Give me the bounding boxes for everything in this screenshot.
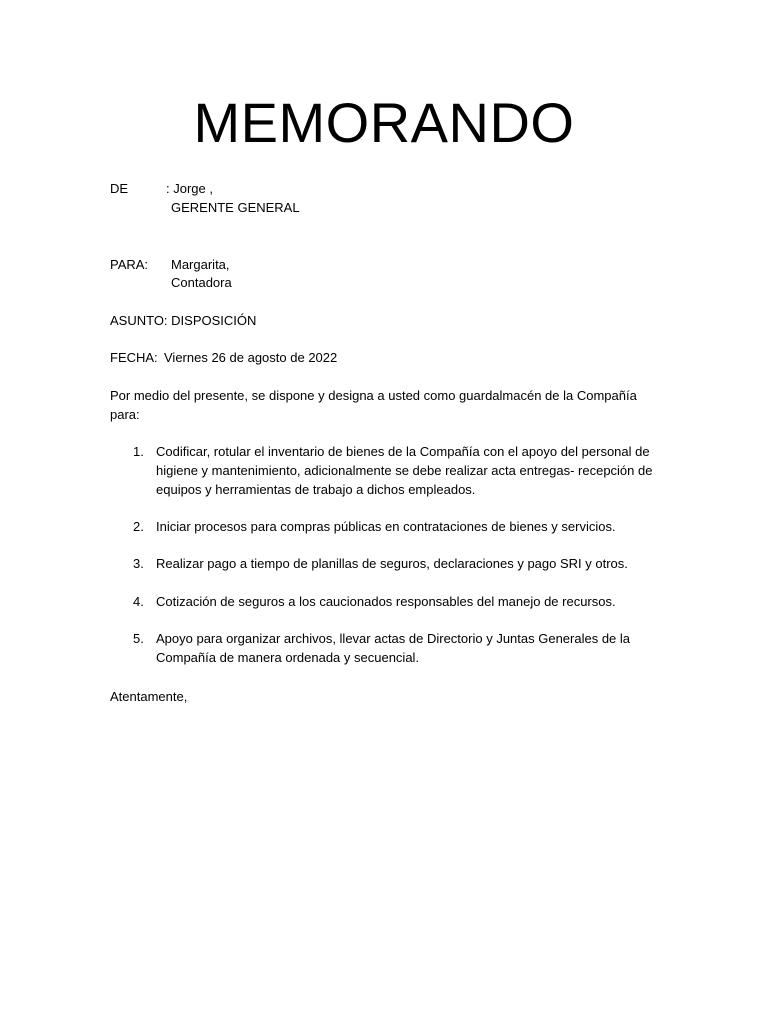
closing: Atentamente, — [110, 689, 188, 704]
intro-paragraph: Por medio del presente, se dispone y designa a usted como guardalmacén de la Compañía para: — [110, 388, 637, 422]
from-role: GERENTE GENERAL — [171, 200, 300, 215]
date-label: FECHA: — [110, 350, 158, 365]
from-name: : Jorge , — [166, 181, 213, 196]
list-item-number: 1. — [133, 444, 144, 459]
to-name: Margarita, — [171, 257, 230, 272]
from-label: DE — [110, 181, 129, 196]
list-item-number: 5. — [133, 631, 144, 646]
list-item: Cotización de seguros a los caucionados responsables del manejo de recursos. — [156, 594, 616, 609]
subject: ASUNTO: DISPOSICIÓN — [110, 313, 257, 328]
list-item-number: 4. — [133, 594, 144, 609]
list-item: Iniciar procesos para compras públicas en contrataciones de bienes y servicios. — [156, 519, 616, 534]
list-item-number: 2. — [133, 519, 144, 534]
date-value: Viernes 26 de agosto de 2022 — [164, 350, 338, 365]
to-role: Contadora — [171, 275, 232, 290]
memo-title: MEMORANDO — [193, 91, 575, 154]
list-item: Codificar, rotular el inventario de bienes de la Compañía con el apoyo del personal de higiene y mantenimiento, adicionalmente se debe realizar acta entregas- recepción de equipos y herramientas de trabajo a dichos empleados. — [156, 444, 653, 497]
list-item: Apoyo para organizar archivos, llevar actas de Directorio y Juntas Generales de la Compañía de manera ordenada y secuencial. — [156, 631, 631, 665]
to-label: PARA: — [110, 257, 149, 272]
list-item: Realizar pago a tiempo de planillas de seguros, declaraciones y pago SRI y otros. — [156, 556, 628, 571]
list-item-number: 3. — [133, 556, 144, 571]
